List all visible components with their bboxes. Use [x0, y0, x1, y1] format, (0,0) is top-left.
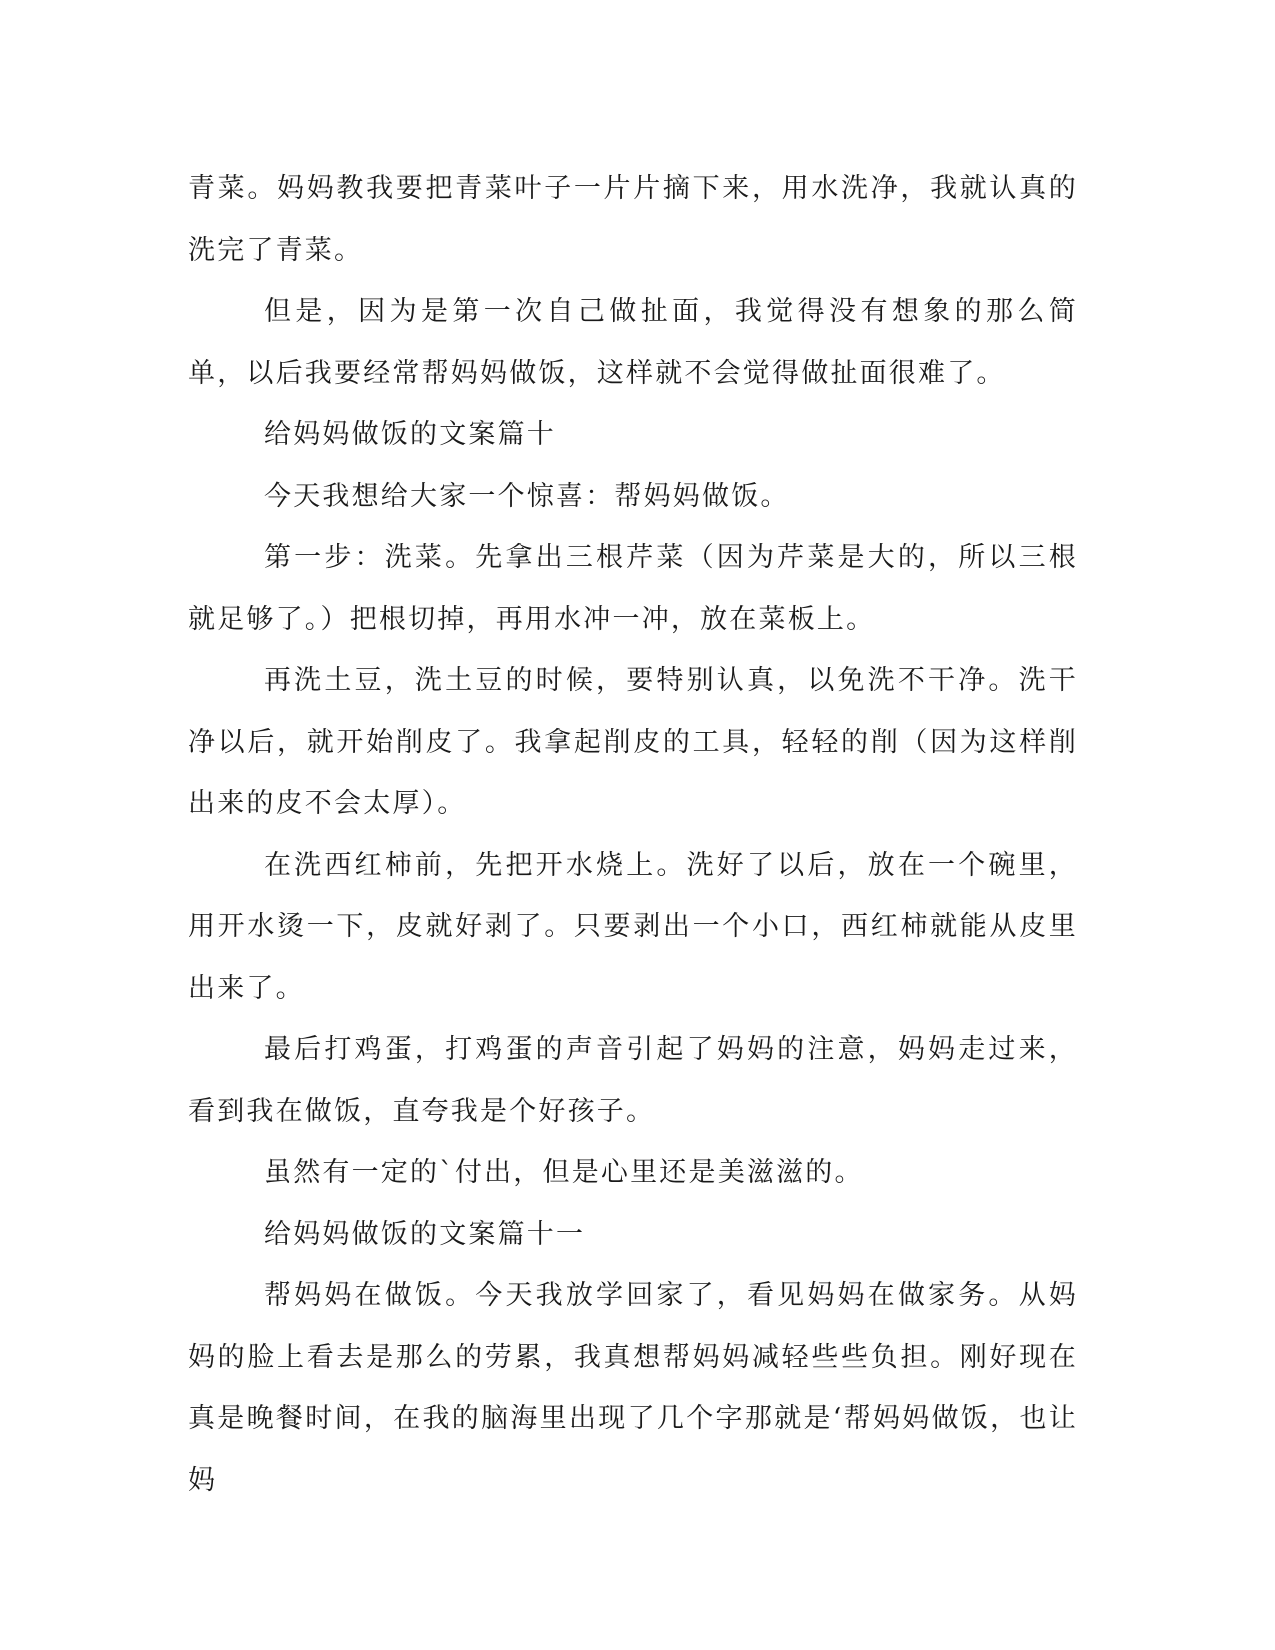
section-heading: 给妈妈做饭的文案篇十 [264, 419, 556, 450]
paragraph: 最后打鸡蛋，打鸡蛋的声音引起了妈妈的注意，妈妈走过来，看到我在做饭，直夸我是个好孩子。 [188, 1034, 1078, 1127]
paragraph: 虽然有一定的`付出，但是心里还是美滋滋的。 [264, 1157, 864, 1188]
paragraph: 但是，因为是第一次自己做扯面，我觉得没有想象的那么简单，以后我要经常帮妈妈做饭，这样就不会觉得做扯面很难了。 [188, 296, 1078, 389]
paragraph: 帮妈妈在做饭。今天我放学回家了，看见妈妈在做家务。从妈妈的脸上看去是那么的劳累，我真想帮妈妈减轻些些负担。刚好现在真是晚餐时间，在我的脑海里出现了几个字那就是‘帮妈妈做饭，也让妈 [188, 1280, 1078, 1496]
section-heading: 给妈妈做饭的文案篇十一 [264, 1218, 586, 1250]
paragraph: 今天我想给大家一个惊喜：帮妈妈做饭。 [264, 480, 790, 512]
paragraph: 再洗土豆，洗土豆的时候，要特别认真，以免洗不干净。洗干净以后，就开始削皮了。我拿起削皮的工具，轻轻的削（因为这样削出来的皮不会太厚）。 [188, 665, 1078, 819]
paragraph: 在洗西红柿前，先把开水烧上。洗好了以后，放在一个碗里，用开水烫一下，皮就好剥了。只要剥出一个小口，西红柿就能从皮里出来了。 [188, 849, 1078, 1004]
document-body [188, 158, 1078, 1511]
paragraph-continuation: 青菜。妈妈教我要把青菜叶子一片片摘下来，用水洗净，我就认真的洗完了青菜。 [188, 173, 1078, 266]
paragraph: 第一步：洗菜。先拿出三根芹菜（因为芹菜是大的，所以三根就足够了。）把根切掉，再用水冲一冲，放在菜板上。 [188, 542, 1078, 635]
